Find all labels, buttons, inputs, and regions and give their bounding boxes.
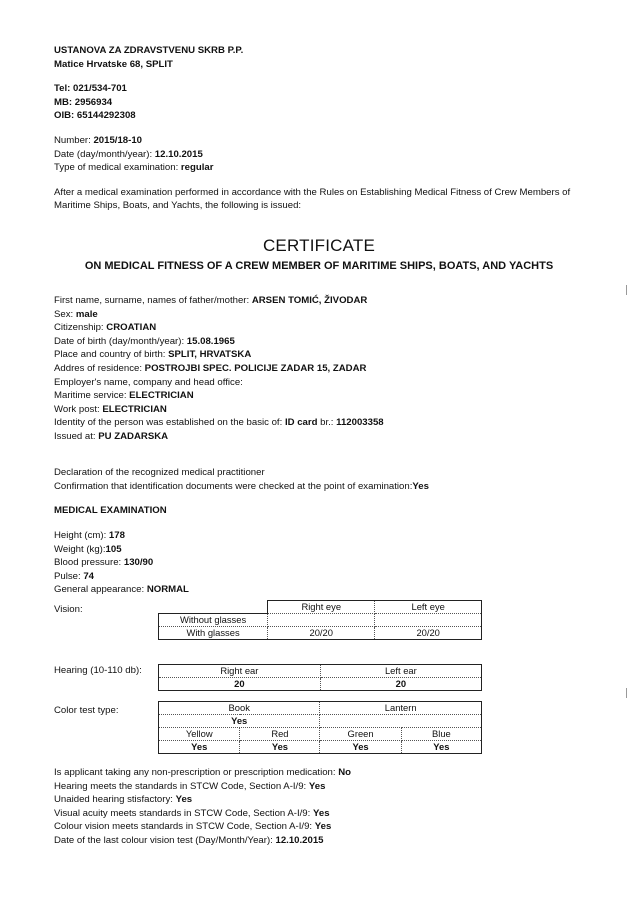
- hearing-std-value: Yes: [308, 780, 326, 792]
- appearance-line: [54, 583, 594, 597]
- color-test-label: Color test type:: [54, 705, 119, 716]
- vision-without-row: [159, 614, 482, 627]
- issued-label: Issued at:: [54, 430, 99, 442]
- height-label: Height (cm):: [54, 530, 109, 541]
- height-line: [54, 529, 594, 543]
- contacts-block: [54, 82, 594, 123]
- pulse-value: 74: [83, 570, 95, 582]
- date-value: 12.10.2015: [154, 148, 203, 160]
- visual-label: Visual acuity meets standards in STCW Code, Section A-I/9:: [54, 807, 313, 819]
- institution-block: [54, 44, 594, 71]
- pob-line: [54, 348, 594, 362]
- citizenship-value: CROATIAN: [106, 322, 157, 334]
- maritime-label: Maritime service:: [54, 390, 130, 402]
- vision-label: Vision:: [54, 604, 83, 615]
- hearing-std-line: [54, 780, 594, 794]
- weight-label: Weight (kg):: [54, 543, 106, 555]
- hearing-label: Hearing (10-110 db):: [54, 665, 142, 676]
- color-book-value: Yes: [159, 715, 320, 728]
- last-test-label: Date of the last colour vision test (Day/Month/Year):: [54, 834, 276, 846]
- bp-line: [54, 556, 594, 570]
- unaided-line: [54, 793, 594, 807]
- number-label: Number:: [54, 135, 94, 146]
- intro-paragraph: After a medical examination performed in accordance with the Rules on Establishing Medical Fitness of Crew Members of Maritime Ships, Boats, and Yachts, the following is issued:: [54, 187, 571, 212]
- number-line: [54, 134, 594, 148]
- identity-number: 112003358: [336, 417, 384, 429]
- meta-block: [54, 134, 594, 175]
- identity-br: br.:: [317, 417, 337, 429]
- issued-value: PU ZADARSKA: [98, 430, 169, 442]
- identity-doc: ID card: [284, 417, 318, 429]
- scan-artifact: [626, 285, 627, 295]
- maritime-value: ELECTRICIAN: [129, 390, 194, 402]
- oib-label: OIB:: [54, 110, 77, 122]
- unaided-value: Yes: [175, 794, 193, 806]
- identity-label: Identity of the person was established on the basic of:: [54, 417, 285, 429]
- residence-label: Addres of residence:: [54, 362, 145, 374]
- maritime-line: [54, 389, 594, 403]
- tel-line: [54, 82, 594, 96]
- dob-label: Date of birth (day/month/year):: [54, 335, 187, 347]
- mb-line: [54, 96, 594, 110]
- oib-value: 65144292308: [76, 110, 136, 122]
- certificate-title: CERTIFICATE: [262, 236, 376, 255]
- color-yellow-header: Yellow: [159, 728, 240, 741]
- last-test-line: [54, 834, 594, 848]
- color-names-row: [159, 728, 482, 741]
- vision-table: [158, 600, 482, 640]
- hearing-table: [158, 664, 482, 691]
- name-line: [54, 294, 594, 308]
- vision-with-label: With glasses: [159, 627, 268, 640]
- oib-line: [54, 109, 594, 123]
- institution-name: USTANOVA ZA ZDRAVSTVENU SKRB P.P.: [54, 45, 244, 56]
- hearing-right-value: 20: [159, 678, 321, 691]
- dob-line: [54, 335, 594, 349]
- workpost-value: ELECTRICIAN: [102, 403, 167, 415]
- institution-address: Matice Hrvatske 68, SPLIT: [54, 58, 173, 70]
- bp-label: Blood pressure:: [54, 557, 124, 569]
- person-block: [54, 294, 594, 444]
- vision-with-row: [159, 627, 482, 640]
- hearing-values-row: [159, 678, 482, 691]
- sex-label: Sex:: [54, 308, 76, 320]
- declaration-value: Yes: [412, 480, 429, 492]
- vision-without-left: [375, 614, 482, 627]
- color-book-row: [159, 715, 482, 728]
- vision-corner: [159, 601, 268, 614]
- workpost-label: Work post:: [54, 403, 103, 415]
- hearing-header-row: [159, 665, 482, 678]
- number-value: 2015/18-10: [93, 135, 142, 146]
- medication-label: Is applicant taking any non-prescription or prescription medication:: [54, 767, 339, 778]
- citizenship-label: Citizenship:: [54, 322, 107, 334]
- appearance-value: NORMAL: [146, 584, 189, 596]
- vision-without-right: [268, 614, 375, 627]
- weight-value: 105: [105, 543, 122, 555]
- vision-without-label: Without glasses: [159, 614, 268, 627]
- date-line: [54, 148, 594, 162]
- declaration-block: [54, 466, 594, 493]
- color-yellow-value: Yes: [159, 741, 240, 754]
- pulse-label: Pulse:: [54, 570, 84, 582]
- hearing-left-value: 20: [320, 678, 481, 691]
- color-test-table: [158, 701, 482, 754]
- tel-value: 021/534-701: [73, 83, 127, 94]
- colour-label: Colour vision meets standards in STCW Code, Section A-I/9:: [54, 821, 315, 833]
- hearing-left-ear-header: Left ear: [320, 665, 481, 678]
- residence-line: [54, 362, 594, 376]
- exam-block: [54, 504, 594, 518]
- unaided-label: Unaided hearing stisfactory:: [54, 794, 176, 806]
- vision-left-eye-header: Left eye: [375, 601, 482, 614]
- conclusions-block: [54, 766, 594, 848]
- color-header-row: [159, 702, 482, 715]
- sex-value: male: [75, 308, 98, 320]
- dob-value: 15.08.1965: [186, 335, 235, 347]
- identity-line: [54, 416, 594, 430]
- issued-line: [54, 430, 594, 444]
- color-red-value: Yes: [240, 741, 320, 754]
- vision-with-right: 20/20: [268, 627, 375, 640]
- vision-header-row: [159, 601, 482, 614]
- sex-line: [54, 308, 594, 322]
- exam-values: [54, 529, 594, 597]
- height-value: 178: [108, 530, 125, 541]
- declaration-label: Confirmation that identification documents were checked at the point of examination:: [54, 480, 413, 492]
- color-green-header: Green: [320, 728, 401, 741]
- workpost-line: [54, 403, 594, 417]
- weight-line: [54, 543, 594, 557]
- type-line: [54, 161, 594, 175]
- color-lantern-value: [320, 715, 482, 728]
- colour-value: Yes: [314, 821, 332, 833]
- color-book-header: Book: [159, 702, 320, 715]
- name-value: ARSEN TOMIĆ, ŽIVODAR: [251, 295, 368, 306]
- tel-label: Tel:: [54, 83, 74, 94]
- medication-value: No: [338, 767, 352, 778]
- citizenship-line: [54, 321, 594, 335]
- vision-with-left: 20/20: [375, 627, 482, 640]
- medication-line: [54, 766, 594, 780]
- date-label: Date (day/month/year):: [54, 148, 155, 160]
- declaration-line1: Declaration of the recognized medical practitioner: [54, 467, 265, 478]
- certificate-subtitle: ON MEDICAL FITNESS OF A CREW MEMBER OF MARITIME SHIPS, BOATS, AND YACHTS: [84, 260, 554, 272]
- color-blue-header: Blue: [401, 728, 481, 741]
- exam-heading: MEDICAL EXAMINATION: [54, 505, 167, 516]
- pob-value: SPLIT, HRVATSKA: [168, 349, 252, 361]
- hearing-std-label: Hearing meets the standards in STCW Code, Section A-I/9:: [54, 780, 309, 792]
- color-blue-value: Yes: [401, 741, 481, 754]
- visual-value: Yes: [312, 807, 330, 819]
- pob-label: Place and country of birth:: [54, 349, 169, 361]
- last-test-value: 12.10.2015: [275, 834, 324, 846]
- color-lantern-header: Lantern: [320, 702, 482, 715]
- hearing-right-ear-header: Right ear: [159, 665, 321, 678]
- type-value: regular: [180, 162, 214, 174]
- mb-label: MB:: [54, 96, 75, 108]
- type-label: Type of medical examination:: [54, 162, 181, 174]
- mb-value: 2956934: [74, 96, 113, 108]
- visual-line: [54, 807, 594, 821]
- declaration-line2: [54, 480, 594, 494]
- pulse-line: [54, 570, 594, 584]
- bp-value: 130/90: [123, 557, 154, 569]
- employer-line: Employer's name, company and head office:: [54, 376, 243, 388]
- colour-line: [54, 820, 594, 834]
- color-values-row: [159, 741, 482, 754]
- name-label: First name, surname, names of father/mother:: [54, 295, 252, 306]
- color-red-header: Red: [240, 728, 320, 741]
- appearance-label: General appearance:: [54, 584, 147, 596]
- residence-value: POSTROJBI SPEC. POLICIJE ZADAR 15, ZADAR: [144, 362, 367, 374]
- vision-right-eye-header: Right eye: [268, 601, 375, 614]
- scan-artifact: [626, 688, 627, 698]
- color-green-value: Yes: [320, 741, 401, 754]
